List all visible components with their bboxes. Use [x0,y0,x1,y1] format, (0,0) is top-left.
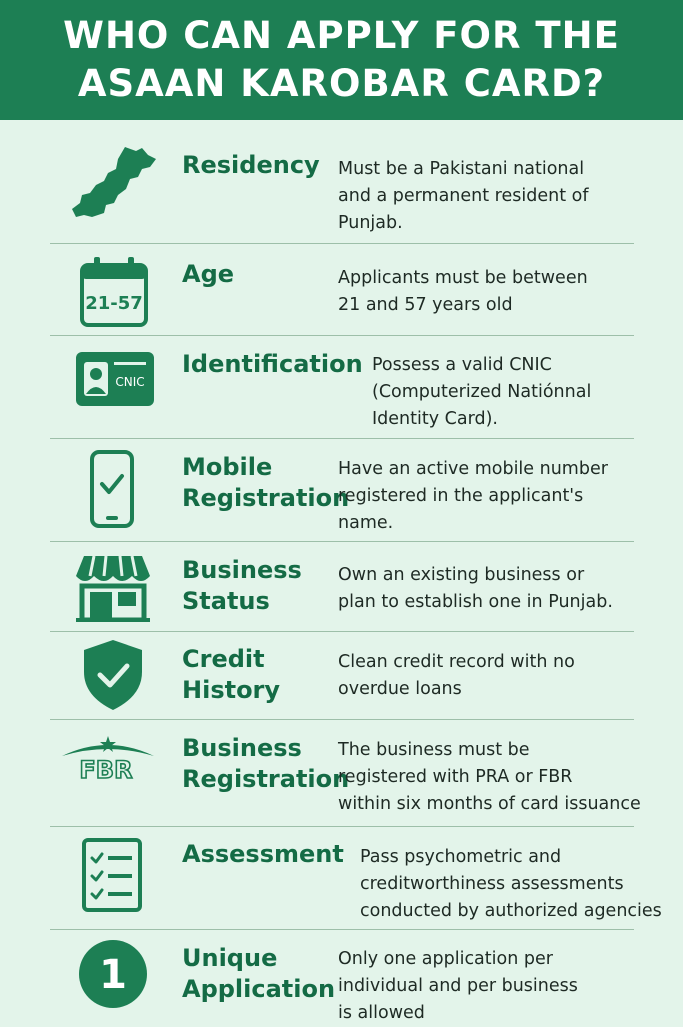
item-label: Credit History [182,645,281,704]
item-description: Have an active mobile number registered in the applicant's name. [338,459,608,533]
item-description: Applicants must be between 21 and 57 years old [338,268,588,315]
item-label: Age [182,260,235,288]
divider [50,438,634,439]
divider [50,335,634,336]
divider [50,929,634,930]
item-label: Business Registration [182,734,350,793]
item-description: Only one application per individual and per business is allowed [338,949,578,1023]
item-description: Must be a Pakistani national and a permanent resident of Punjab. [338,159,589,233]
divider [50,541,634,542]
item-description: Possess a valid CNIC (Computerized Natiónnal Identity Card). [372,355,592,429]
page-title-line-2: ASAAN KAROBAR CARD? [77,62,606,105]
svg-text:CNIC: CNIC [115,375,145,389]
page-title-line-1: WHO CAN APPLY FOR THE [63,14,620,57]
item-label: Unique Application [182,944,336,1003]
calendar-icon [80,257,148,327]
divider [50,826,634,827]
item-description: Own an existing business or plan to establish one in Punjab. [338,565,613,612]
number-one-icon [79,940,147,1008]
mobile-phone-icon [90,450,134,528]
svg-text:1: 1 [99,952,127,998]
item-description: Clean credit record with no overdue loans [338,652,575,699]
shield-check-icon [84,640,142,710]
item-label: Residency [182,151,320,179]
id-card-icon [76,352,154,406]
page-header [0,0,683,120]
svg-text:21-57: 21-57 [85,293,143,314]
item-description: The business must be registered with PRA or FBR within six months of card issuance [338,740,641,814]
divider [50,719,634,720]
storefront-icon [76,556,150,622]
svg-text:FBR: FBR [79,756,133,782]
pakistan-map-icon [70,145,160,225]
divider [50,243,634,244]
item-label: Assessment [182,840,344,868]
fbr-logo-icon [58,734,158,782]
item-label: Mobile Registration [182,453,350,512]
item-label: Identification [182,350,363,378]
item-label: Business Status [182,556,302,615]
divider [50,631,634,632]
checklist-icon [82,838,142,912]
item-description: Pass psychometric and creditworthiness assessments conducted by authorized agencies [360,847,662,921]
